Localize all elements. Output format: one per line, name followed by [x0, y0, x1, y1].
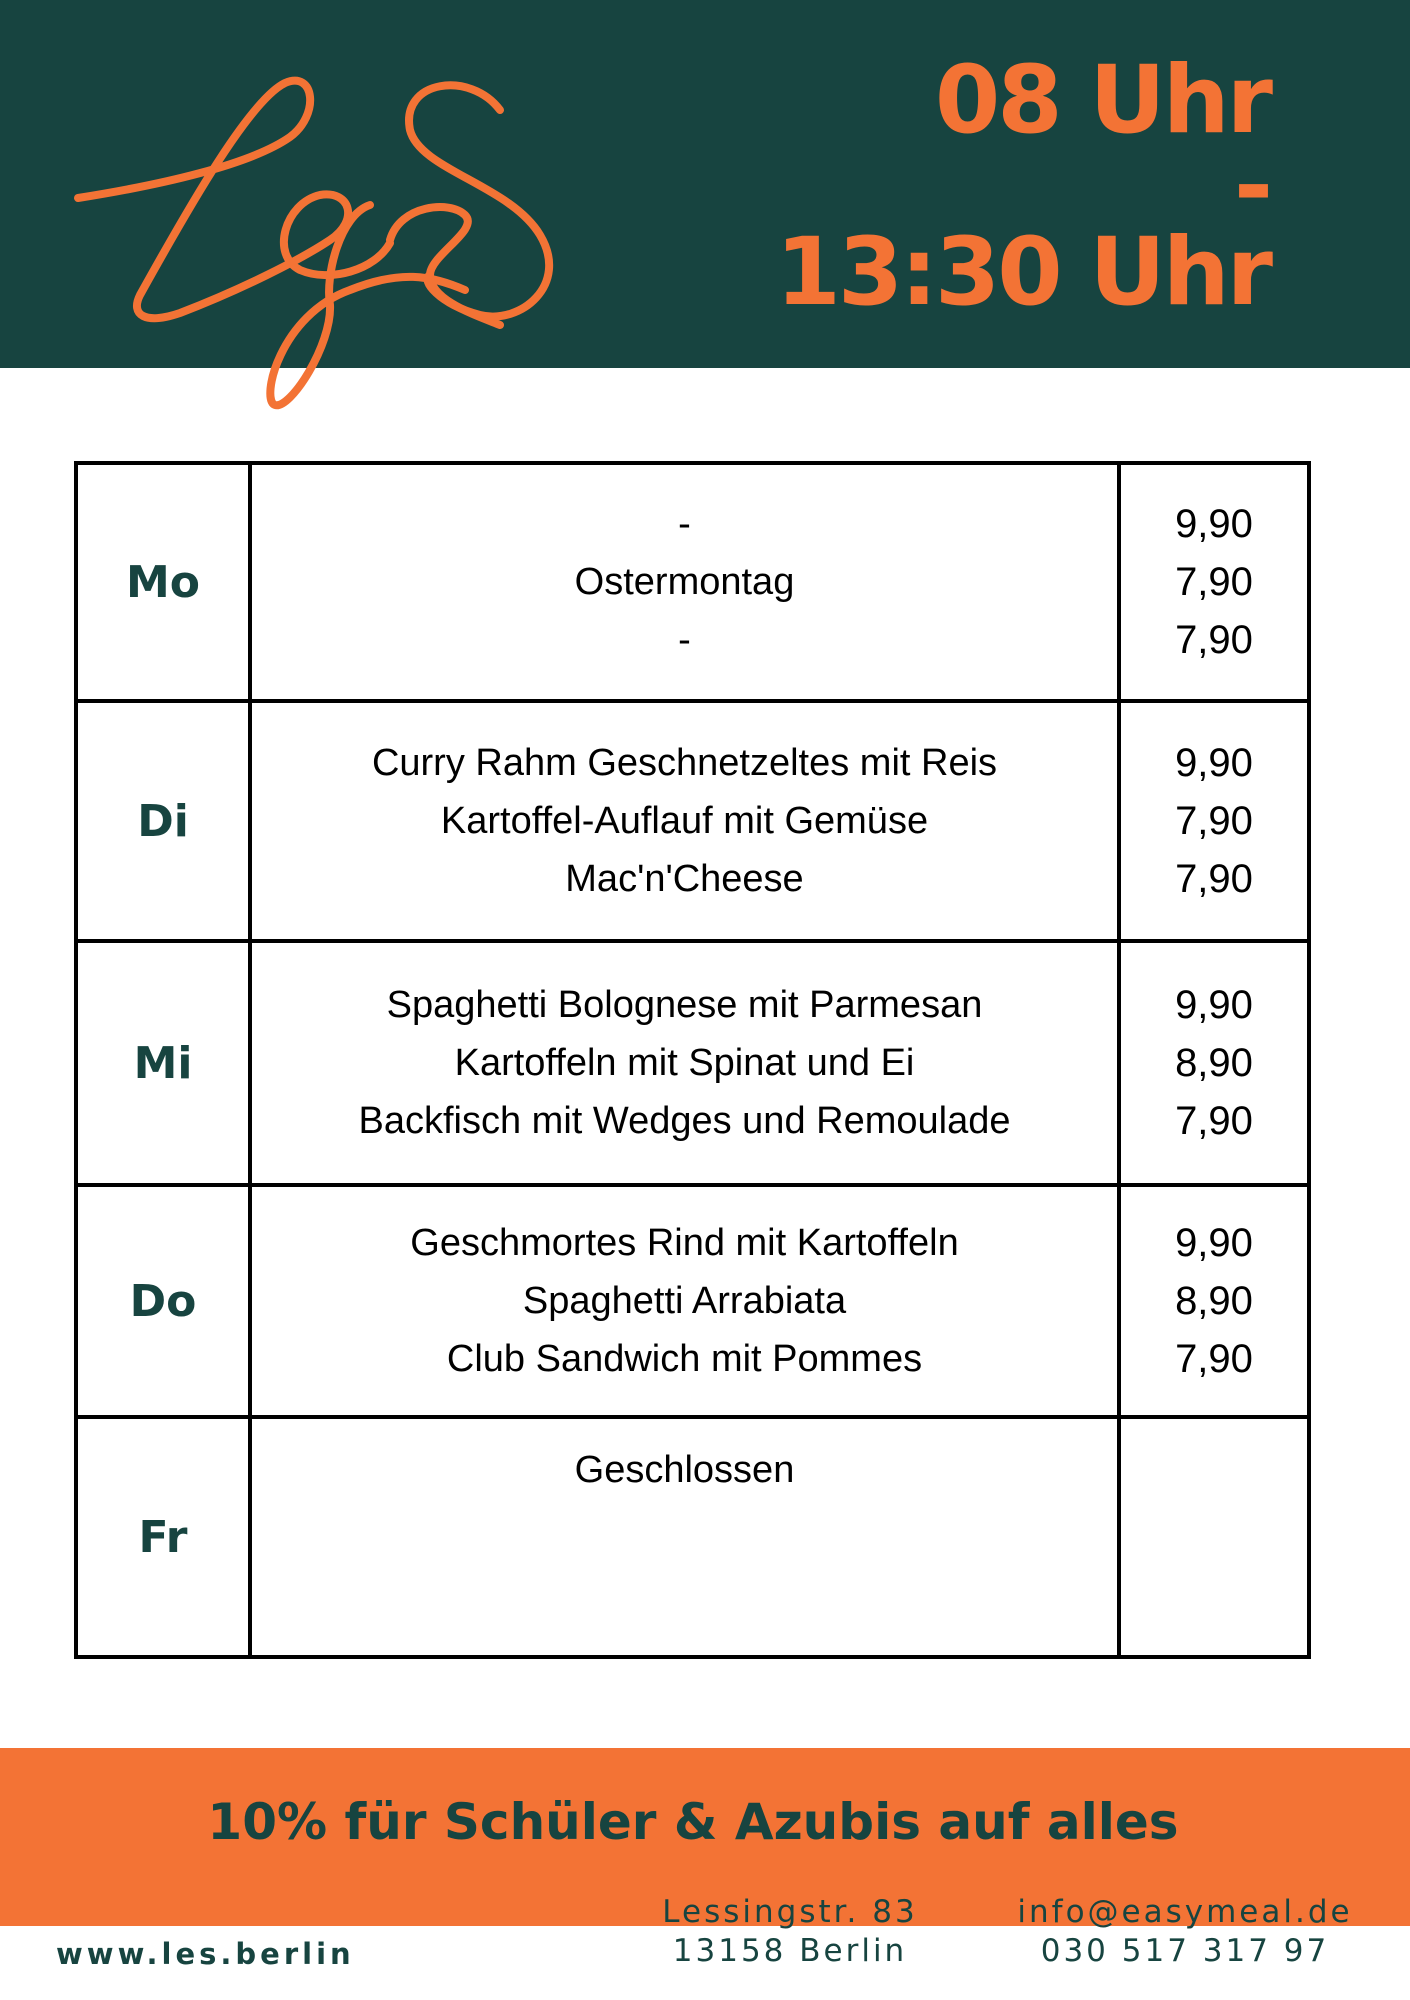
les-logo — [70, 65, 570, 425]
dish-item: Backfisch mit Wedges und Remoulade — [358, 1100, 1011, 1142]
price-item: 9,90 — [1175, 502, 1253, 546]
dish-item: Spaghetti Arrabiata — [522, 1280, 847, 1322]
dish-item: Kartoffeln mit Spinat und Ei — [454, 1042, 915, 1084]
dish-item: Curry Rahm Geschnetzeltes mit Reis — [371, 742, 998, 784]
price-item: 7,90 — [1175, 1099, 1253, 1143]
dish-list — [250, 941, 1119, 1185]
dish-list — [250, 701, 1119, 941]
menu-row-mi — [76, 941, 1309, 1185]
day-label: Mo — [76, 463, 250, 701]
price-list — [1119, 1417, 1309, 1657]
dish-item: Club Sandwich mit Pommes — [446, 1338, 923, 1380]
price-list — [1119, 941, 1309, 1185]
menu-row-di — [76, 701, 1309, 941]
dish-list — [250, 1417, 1119, 1657]
weekly-menu-table — [74, 461, 1311, 1659]
dish-list — [250, 1185, 1119, 1417]
price-list — [1119, 463, 1309, 701]
price-list — [1119, 701, 1309, 941]
dish-item: - — [678, 503, 691, 545]
price-item: 9,90 — [1175, 1221, 1253, 1265]
dish-item: - — [678, 619, 691, 661]
hours-dash: - — [1233, 132, 1270, 241]
dish-item: Ostermontag — [574, 561, 795, 603]
address-city: 13158 Berlin — [672, 1933, 908, 1969]
opening-hours — [775, 46, 1270, 327]
promo-text: 10% für Schüler & Azubis auf alles — [207, 1793, 1179, 1851]
dish-item: Geschmortes Rind mit Kartoffeln — [410, 1222, 959, 1264]
price-item: 7,90 — [1175, 799, 1253, 843]
price-list — [1119, 1185, 1309, 1417]
dish-list — [250, 463, 1119, 701]
price-item: 8,90 — [1175, 1279, 1253, 1323]
price-item: 7,90 — [1175, 1337, 1253, 1381]
hours-close: 13:30 Uhr — [775, 218, 1270, 327]
price-item: 7,90 — [1175, 618, 1253, 662]
dish-item: Mac'n'Cheese — [565, 858, 804, 900]
menu-row-fr — [76, 1417, 1309, 1657]
address-street: Lessingstr. 83 — [662, 1894, 918, 1930]
price-item: 8,90 — [1175, 1041, 1253, 1085]
menu-row-mo — [76, 463, 1309, 701]
dish-item: Spaghetti Bolognese mit Parmesan — [386, 984, 983, 1026]
day-label: Fr — [76, 1417, 250, 1657]
price-item: 9,90 — [1175, 983, 1253, 1027]
dish-item: Geschlossen — [574, 1449, 795, 1491]
price-item: 7,90 — [1175, 857, 1253, 901]
price-item: 7,90 — [1175, 560, 1253, 604]
day-label: Do — [76, 1185, 250, 1417]
email-link[interactable]: info@easymeal.de — [1017, 1894, 1353, 1930]
dish-item: Kartoffel-Auflauf mit Gemüse — [440, 800, 929, 842]
phone-number: 030 517 317 97 — [1040, 1933, 1330, 1969]
day-label: Mi — [76, 941, 250, 1185]
website-link[interactable]: www.les.berlin — [56, 1937, 355, 1971]
price-item: 9,90 — [1175, 741, 1253, 785]
menu-row-do — [76, 1185, 1309, 1417]
hours-open: 08 Uhr — [934, 46, 1270, 155]
day-label: Di — [76, 701, 250, 941]
